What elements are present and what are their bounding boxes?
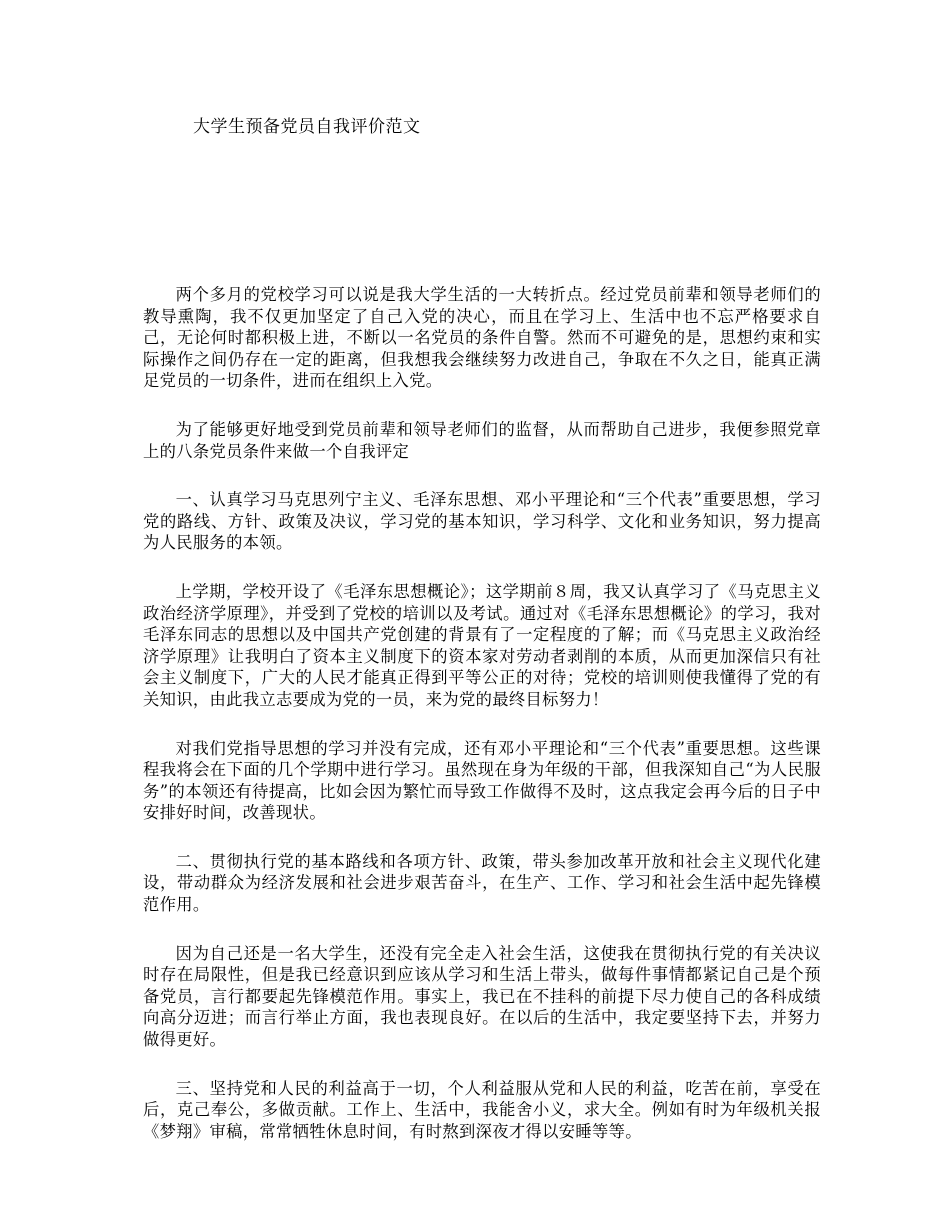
paragraph-criterion-3: 三、坚持党和人民的利益高于一切，个人利益服从党和人民的利益，吃苦在前，享受在后，克己奉公，多做贡献。工作上、生活中，我能舍小义，求大全。例如有时为年级机关报《梦翔》审稿，常常牺牲休息时间，有时熬到深夜才得以安睡等等。 [143, 1078, 821, 1141]
paragraph-purpose: 为了能够更好地受到党员前辈和领导老师们的监督，从而帮助自己进步，我便参照党章上的八条党员条件来做一个自我评定 [143, 419, 821, 461]
document-title: 大学生预备党员自我评价范文 [193, 117, 421, 137]
paragraph-criterion-2: 二、贯彻执行党的基本路线和各项方针、政策，带头参加改革开放和社会主义现代化建设，带动群众为经济发展和社会进步艰苦奋斗，在生产、工作、学习和社会生活中起先锋模范作用。 [143, 851, 821, 915]
document-body [143, 284, 821, 1169]
paragraph-study-courses: 上学期，学校开设了《毛泽东思想概论》；这学期前８周，我又认真学习了《马克思主义政治经济学原理》，并受到了党校的培训以及考试。通过对《毛泽东思想概论》的学习，我对毛泽东同志的思想以及中国共产党创建的背景有了一定程度的了解；而《马克思主义政治经济学原理》让我明白了资本主义制度下的资本家对劳动者剥削的本质，从而更加深信只有社会主义制度下，广大的人民才能真正得到平等公正的对待；党校的培训则使我懂得了党的有关知识，由此我立志要成为党的一员，来为党的最终目标努力！ [143, 581, 821, 709]
paragraph-intro: 两个多月的党校学习可以说是我大学生活的一大转折点。经过党员前辈和领导老师们的教导熏陶，我不仅更加坚定了自己入党的决心，而且在学习上、生活中也不忘严格要求自己，无论何时都积极上进，不断以一名党员的条件自警。然而不可避免的是，思想约束和实际操作之间仍存在一定的距离，但我想我会继续努力改进自己，争取在不久之日，能真正满足党员的一切条件，进而在组织上入党。 [143, 285, 821, 391]
paragraph-criterion-1: 一、认真学习马克思列宁主义、毛泽东思想、邓小平理论和“三个代表”重要思想，学习党的路线、方针、政策及决议，学习党的基本知识，学习科学、文化和业务知识，努力提高为人民服务的本领。 [143, 490, 821, 553]
paragraph-study-remaining: 对我们党指导思想的学习并没有完成，还有邓小平理论和“三个代表”重要思想。这些课程我将会在下面的几个学期中进行学习。虽然现在身为年级的干部，但我深知自己“为人民服务”的本领还有待提高，比如会因为繁忙而导致工作做得不及时，这点我定会再今后的日子中安排好时间，改善现状。 [143, 738, 821, 823]
paragraph-student-role: 因为自己还是一名大学生，还没有完全走入社会生活，这使我在贯彻执行党的有关决议时存在局限性，但是我已经意识到应该从学习和生活上带头，做每件事情都紧记自己是个预备党员，言行都要起先锋模范作用。事实上，我已在不挂科的前提下尽力使自己的各科成绩向高分迈进；而言行举止方面，我也表现良好。在以后的生活中，我定要坚持下去，并努力做得更好。 [143, 943, 821, 1050]
